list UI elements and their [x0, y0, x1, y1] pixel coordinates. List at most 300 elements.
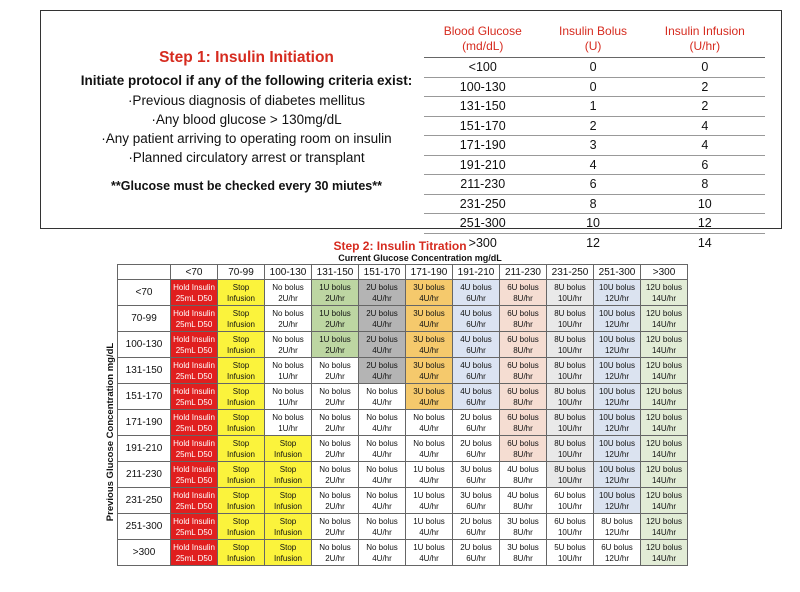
cell-line-2: Infusion — [226, 527, 256, 537]
titration-cell — [171, 358, 218, 384]
cell-line-2: Infusion — [273, 449, 303, 459]
titration-cell — [359, 514, 406, 540]
cell-line-1: Stop — [279, 490, 297, 500]
cell-line-2: 25mL D50 — [175, 475, 213, 485]
bolus-cell: 8 — [541, 194, 644, 214]
titration-cell — [500, 540, 547, 566]
cell-line-1: 10U bolus — [598, 412, 636, 422]
cell-line-1: 3U bolus — [507, 542, 539, 552]
cell-line-1: 1U bolus — [413, 516, 445, 526]
previous-glucose-row-header: 171-190 — [118, 410, 171, 436]
cell-line-1: Hold Insulin — [173, 334, 215, 344]
cell-line-2: 1U/hr — [278, 371, 298, 381]
cell-line-2: 6U/hr — [466, 293, 486, 303]
cell-line-1: 3U bolus — [507, 516, 539, 526]
cell-line-2: 12U/hr — [604, 501, 629, 511]
cell-line-2: 4U/hr — [372, 423, 392, 433]
cell-line-1: 8U bolus — [554, 334, 586, 344]
cell-line-2: 4U/hr — [372, 319, 392, 329]
previous-glucose-row-header: 231-250 — [118, 488, 171, 514]
previous-glucose-row-header: 100-130 — [118, 332, 171, 358]
cell-line-1: No bolus — [272, 412, 304, 422]
titration-cell — [594, 488, 641, 514]
titration-cell — [594, 514, 641, 540]
cell-line-2: 25mL D50 — [175, 397, 213, 407]
cell-line-2: 12U/hr — [604, 553, 629, 563]
cell-line-1: No bolus — [272, 282, 304, 292]
cell-line-2: 12U/hr — [604, 475, 629, 485]
cell-line-2: 10U/hr — [557, 345, 582, 355]
cell-line-2: 4U/hr — [419, 527, 439, 537]
cell-line-2: 2U/hr — [278, 345, 298, 355]
titration-cell — [547, 540, 594, 566]
cell-line-1: Hold Insulin — [173, 516, 215, 526]
titration-cell — [171, 306, 218, 332]
header-unit: (md/dL) — [462, 39, 504, 53]
titration-cell — [312, 462, 359, 488]
cell-line-2: Infusion — [226, 553, 256, 563]
cell-line-2: 6U/hr — [466, 397, 486, 407]
titration-cell — [547, 436, 594, 462]
titration-cell — [406, 436, 453, 462]
cell-line-1: 6U bolus — [507, 438, 539, 448]
cell-line-1: Stop — [232, 490, 250, 500]
cell-line-2: 10U/hr — [557, 293, 582, 303]
cell-line-1: 5U bolus — [554, 542, 586, 552]
cell-line-1: 2U bolus — [460, 516, 492, 526]
cell-line-2: 2U/hr — [278, 319, 298, 329]
titration-cell — [641, 540, 688, 566]
titration-row — [118, 488, 688, 514]
titration-row — [118, 514, 688, 540]
cell-line-1: 12U bolus — [645, 516, 683, 526]
cell-line-2: 8U/hr — [513, 319, 533, 329]
step2-title: Step 2: Insulin Titration — [333, 239, 467, 253]
glucose-range-cell: 131-150 — [424, 97, 541, 117]
cell-line-2: 6U/hr — [466, 501, 486, 511]
cell-line-1: 2U bolus — [460, 542, 492, 552]
cell-line-2: 2U/hr — [278, 293, 298, 303]
cell-line-1: 8U bolus — [554, 282, 586, 292]
titration-cell — [406, 384, 453, 410]
titration-row — [118, 436, 688, 462]
cell-line-2: 12U/hr — [604, 397, 629, 407]
cell-line-1: 10U bolus — [598, 334, 636, 344]
cell-line-1: No bolus — [319, 412, 351, 422]
cell-line-1: Stop — [232, 308, 250, 318]
cell-line-1: 3U bolus — [460, 490, 492, 500]
cell-line-2: 2U/hr — [325, 293, 345, 303]
previous-glucose-row-header: 191-210 — [118, 436, 171, 462]
cell-line-1: 10U bolus — [598, 464, 636, 474]
titration-body — [118, 280, 688, 566]
titration-header-row — [118, 265, 688, 280]
step1-intro: Initiate protocol if any of the following criteria exist: — [80, 73, 413, 88]
cell-line-2: 8U/hr — [513, 553, 533, 563]
cell-line-2: 8U/hr — [513, 345, 533, 355]
titration-cell — [500, 384, 547, 410]
previous-glucose-row-header: 70-99 — [118, 306, 171, 332]
titration-cell — [594, 436, 641, 462]
cell-line-1: No bolus — [366, 438, 398, 448]
titration-cell — [312, 410, 359, 436]
cell-line-2: 2U/hr — [325, 553, 345, 563]
bolus-table-row — [424, 175, 765, 195]
bolus-table-body — [424, 58, 765, 253]
cell-line-1: Stop — [232, 542, 250, 552]
initiation-criteria — [49, 49, 444, 193]
cell-line-1: Stop — [232, 386, 250, 396]
cell-line-1: 1U bolus — [413, 464, 445, 474]
titration-cell — [171, 514, 218, 540]
cell-line-2: 10U/hr — [557, 553, 582, 563]
infusion-cell: 2 — [645, 97, 765, 117]
titration-cell — [547, 462, 594, 488]
cell-line-1: 3U bolus — [460, 464, 492, 474]
previous-glucose-row-header: 131-150 — [118, 358, 171, 384]
titration-cell — [359, 384, 406, 410]
titration-cell — [218, 514, 265, 540]
titration-cell — [547, 306, 594, 332]
cell-line-2: 8U/hr — [513, 449, 533, 459]
cell-line-1: Hold Insulin — [173, 386, 215, 396]
current-glucose-col-header: 100-130 — [265, 265, 312, 280]
cell-line-1: 10U bolus — [598, 490, 636, 500]
cell-line-2: 4U/hr — [419, 293, 439, 303]
current-glucose-col-header: 251-300 — [594, 265, 641, 280]
titration-cell — [218, 540, 265, 566]
cell-line-2: 12U/hr — [604, 449, 629, 459]
cell-line-1: No bolus — [319, 490, 351, 500]
cell-line-1: 6U bolus — [507, 282, 539, 292]
titration-cell — [641, 514, 688, 540]
current-glucose-col-header: 231-250 — [547, 265, 594, 280]
criterion-item: ·Planned circulatory arrest or transplant — [128, 150, 365, 165]
cell-line-2: Infusion — [226, 293, 256, 303]
header-line: Blood Glucose — [443, 24, 522, 38]
criterion-item: ·Any patient arriving to operating room on insulin — [101, 131, 392, 146]
cell-line-2: 6U/hr — [466, 553, 486, 563]
titration-cell — [453, 306, 500, 332]
titration-cell — [594, 384, 641, 410]
step1-title: Step 1: Insulin Initiation — [159, 49, 334, 66]
glucose-range-cell: 100-130 — [424, 77, 541, 97]
cell-line-2: 12U/hr — [604, 345, 629, 355]
bolus-table-row — [424, 77, 765, 97]
cell-line-2: 25mL D50 — [175, 553, 213, 563]
titration-cell — [547, 358, 594, 384]
titration-cell — [218, 306, 265, 332]
cell-line-2: 14U/hr — [651, 527, 676, 537]
titration-cell — [547, 488, 594, 514]
cell-line-1: 12U bolus — [645, 308, 683, 318]
glucose-range-cell: 251-300 — [424, 214, 541, 234]
titration-cell — [406, 462, 453, 488]
titration-cell — [594, 306, 641, 332]
cell-line-2: 12U/hr — [604, 371, 629, 381]
cell-line-1: 1U bolus — [319, 334, 351, 344]
col-header-insulin-bolus — [541, 23, 644, 58]
cell-line-1: No bolus — [272, 334, 304, 344]
titration-cell — [359, 410, 406, 436]
titration-cell — [641, 488, 688, 514]
titration-cell — [641, 384, 688, 410]
titration-cell — [218, 280, 265, 306]
cell-line-2: 8U/hr — [513, 527, 533, 537]
cell-line-2: 10U/hr — [557, 423, 582, 433]
titration-cell — [265, 488, 312, 514]
cell-line-1: No bolus — [272, 308, 304, 318]
cell-line-1: Hold Insulin — [173, 360, 215, 370]
bolus-table-row — [424, 136, 765, 156]
cell-line-1: No bolus — [319, 360, 351, 370]
glucose-range-cell: <100 — [424, 58, 541, 78]
cell-line-2: 2U/hr — [325, 397, 345, 407]
titration-cell — [312, 488, 359, 514]
titration-cell — [359, 332, 406, 358]
cell-line-1: No bolus — [272, 360, 304, 370]
cell-line-1: Stop — [232, 412, 250, 422]
cell-line-2: 25mL D50 — [175, 371, 213, 381]
titration-cell — [359, 462, 406, 488]
titration-cell — [500, 280, 547, 306]
titration-cell — [218, 384, 265, 410]
cell-line-1: 8U bolus — [554, 438, 586, 448]
cell-line-1: No bolus — [319, 386, 351, 396]
cell-line-2: 10U/hr — [557, 319, 582, 329]
titration-cell — [359, 280, 406, 306]
cell-line-1: Stop — [279, 516, 297, 526]
cell-line-1: 3U bolus — [413, 386, 445, 396]
cell-line-2: Infusion — [226, 397, 256, 407]
titration-cell — [406, 514, 453, 540]
cell-line-2: 4U/hr — [419, 553, 439, 563]
cell-line-2: 25mL D50 — [175, 449, 213, 459]
cell-line-1: No bolus — [366, 464, 398, 474]
cell-line-2: 14U/hr — [651, 371, 676, 381]
titration-cell — [171, 540, 218, 566]
cell-line-2: 10U/hr — [557, 475, 582, 485]
previous-glucose-row-header: >300 — [118, 540, 171, 566]
cell-line-1: 10U bolus — [598, 308, 636, 318]
cell-line-1: No bolus — [319, 516, 351, 526]
cell-line-1: 6U bolus — [601, 542, 633, 552]
cell-line-2: 2U/hr — [325, 501, 345, 511]
glucose-check-note: **Glucose must be checked every 30 miutes** — [111, 179, 382, 193]
titration-row — [118, 332, 688, 358]
bolus-table-row — [424, 116, 765, 136]
infusion-cell: 10 — [645, 194, 765, 214]
cell-line-1: 6U bolus — [554, 516, 586, 526]
cell-line-1: 4U bolus — [460, 334, 492, 344]
cell-line-1: 10U bolus — [598, 282, 636, 292]
titration-cell — [218, 410, 265, 436]
titration-cell — [594, 462, 641, 488]
cell-line-1: No bolus — [272, 386, 304, 396]
titration-cell — [218, 332, 265, 358]
cell-line-2: 4U/hr — [372, 501, 392, 511]
titration-cell — [500, 306, 547, 332]
cell-line-1: 1U bolus — [319, 308, 351, 318]
cell-line-1: Stop — [279, 464, 297, 474]
cell-line-1: 12U bolus — [645, 334, 683, 344]
titration-cell — [359, 488, 406, 514]
titration-cell — [171, 280, 218, 306]
cell-line-2: 14U/hr — [651, 293, 676, 303]
cell-line-1: 6U bolus — [507, 386, 539, 396]
titration-cell — [641, 306, 688, 332]
titration-cell — [453, 332, 500, 358]
titration-cell — [171, 488, 218, 514]
previous-glucose-row-header: 211-230 — [118, 462, 171, 488]
titration-cell — [547, 410, 594, 436]
cell-line-1: 6U bolus — [507, 334, 539, 344]
titration-cell — [406, 410, 453, 436]
bolus-cell: 6 — [541, 175, 644, 195]
cell-line-1: 4U bolus — [507, 464, 539, 474]
cell-line-2: 10U/hr — [557, 527, 582, 537]
cell-line-1: 12U bolus — [645, 386, 683, 396]
infusion-cell: 12 — [645, 214, 765, 234]
cell-line-1: Hold Insulin — [173, 308, 215, 318]
titration-row — [118, 462, 688, 488]
titration-cell — [594, 358, 641, 384]
glucose-range-cell: 191-210 — [424, 155, 541, 175]
cell-line-2: 2U/hr — [325, 475, 345, 485]
titration-cell — [547, 384, 594, 410]
cell-line-2: 14U/hr — [651, 319, 676, 329]
cell-line-1: 2U bolus — [460, 412, 492, 422]
titration-cell — [406, 358, 453, 384]
titration-cell — [312, 540, 359, 566]
cell-line-2: 8U/hr — [513, 475, 533, 485]
bolus-table-row — [424, 194, 765, 214]
col-header-blood-glucose — [424, 23, 541, 58]
cell-line-1: Hold Insulin — [173, 490, 215, 500]
cell-line-2: Infusion — [226, 475, 256, 485]
cell-line-2: 6U/hr — [466, 475, 486, 485]
header-unit: (U/hr) — [689, 39, 721, 53]
cell-line-2: 2U/hr — [325, 345, 345, 355]
titration-cell — [265, 514, 312, 540]
cell-line-2: Infusion — [226, 319, 256, 329]
titration-cell — [500, 332, 547, 358]
header-unit: (U) — [584, 39, 602, 53]
cell-line-2: 8U/hr — [513, 293, 533, 303]
cell-line-2: 2U/hr — [325, 449, 345, 459]
cell-line-1: No bolus — [366, 490, 398, 500]
cell-line-2: 4U/hr — [372, 345, 392, 355]
cell-line-2: 12U/hr — [604, 293, 629, 303]
cell-line-1: 6U bolus — [554, 490, 586, 500]
cell-line-2: 12U/hr — [604, 319, 629, 329]
cell-line-1: 8U bolus — [554, 464, 586, 474]
cell-line-1: 2U bolus — [460, 438, 492, 448]
cell-line-1: Hold Insulin — [173, 542, 215, 552]
cell-line-2: 4U/hr — [419, 449, 439, 459]
titration-cell — [312, 384, 359, 410]
cell-line-2: 2U/hr — [325, 319, 345, 329]
titration-cell — [218, 436, 265, 462]
cell-line-1: No bolus — [366, 542, 398, 552]
cell-line-2: 14U/hr — [651, 423, 676, 433]
current-glucose-col-header: 171-190 — [406, 265, 453, 280]
glucose-range-cell: 151-170 — [424, 116, 541, 136]
table-corner — [118, 265, 171, 280]
cell-line-1: No bolus — [319, 542, 351, 552]
titration-row — [118, 358, 688, 384]
cell-line-2: 14U/hr — [651, 501, 676, 511]
cell-line-1: Hold Insulin — [173, 438, 215, 448]
cell-line-2: Infusion — [273, 527, 303, 537]
cell-line-2: 25mL D50 — [175, 319, 213, 329]
bolus-table-row — [424, 155, 765, 175]
cell-line-2: 4U/hr — [419, 319, 439, 329]
cell-line-2: 14U/hr — [651, 397, 676, 407]
current-glucose-col-header: 191-210 — [453, 265, 500, 280]
titration-cell — [594, 332, 641, 358]
cell-line-2: 14U/hr — [651, 449, 676, 459]
titration-cell — [406, 540, 453, 566]
bolus-cell: 3 — [541, 136, 644, 156]
cell-line-2: 4U/hr — [419, 475, 439, 485]
cell-line-2: 12U/hr — [604, 423, 629, 433]
titration-cell — [218, 488, 265, 514]
cell-line-1: 3U bolus — [413, 360, 445, 370]
titration-cell — [453, 358, 500, 384]
cell-line-1: 10U bolus — [598, 438, 636, 448]
titration-cell — [406, 488, 453, 514]
cell-line-2: 4U/hr — [372, 293, 392, 303]
cell-line-1: 3U bolus — [413, 308, 445, 318]
cell-line-1: 4U bolus — [507, 490, 539, 500]
cell-line-2: Infusion — [273, 553, 303, 563]
cell-line-2: 8U/hr — [513, 423, 533, 433]
infusion-cell: 4 — [645, 116, 765, 136]
cell-line-1: 12U bolus — [645, 360, 683, 370]
infusion-cell: 0 — [645, 58, 765, 78]
cell-line-2: 4U/hr — [419, 345, 439, 355]
cell-line-1: 2U bolus — [366, 282, 398, 292]
insulin-titration-table — [117, 264, 688, 566]
cell-line-2: 4U/hr — [372, 553, 392, 563]
bolus-cell: 12 — [586, 235, 600, 250]
bolus-table-row — [424, 58, 765, 78]
titration-cell — [641, 436, 688, 462]
cell-line-1: Stop — [232, 438, 250, 448]
titration-cell — [641, 280, 688, 306]
cell-line-1: 12U bolus — [645, 438, 683, 448]
titration-cell — [265, 306, 312, 332]
current-glucose-col-header: 131-150 — [312, 265, 359, 280]
cell-line-2: 25mL D50 — [175, 293, 213, 303]
cell-line-1: 8U bolus — [601, 516, 633, 526]
bolus-cell: 4 — [541, 155, 644, 175]
titration-cell — [406, 306, 453, 332]
titration-cell — [500, 462, 547, 488]
titration-row — [118, 306, 688, 332]
titration-cell — [171, 384, 218, 410]
cell-line-1: Stop — [232, 464, 250, 474]
cell-line-2: 10U/hr — [557, 371, 582, 381]
bolus-cell: 1 — [541, 97, 644, 117]
cell-line-2: Infusion — [273, 501, 303, 511]
cell-line-2: 8U/hr — [513, 501, 533, 511]
cell-line-1: 8U bolus — [554, 308, 586, 318]
titration-cell — [171, 462, 218, 488]
titration-cell — [500, 514, 547, 540]
cell-line-1: 1U bolus — [413, 490, 445, 500]
